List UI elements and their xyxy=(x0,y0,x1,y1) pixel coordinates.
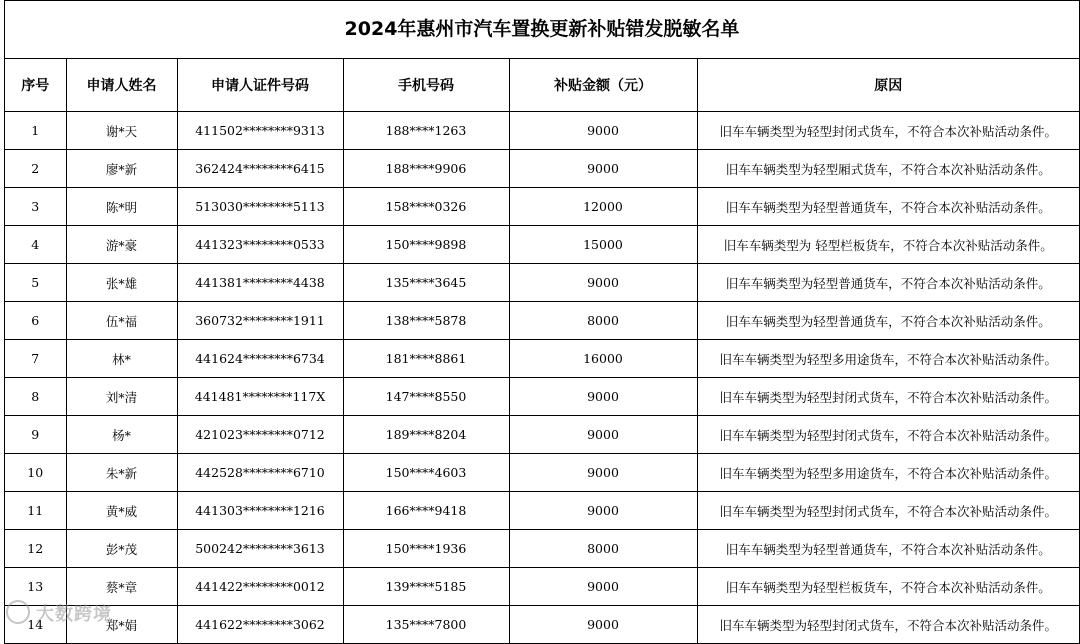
cell-index: 9 xyxy=(5,416,66,454)
cell-amount: 9000 xyxy=(509,416,697,454)
cell-phone: 181****8861 xyxy=(343,340,509,378)
cell-reason: 旧车车辆类型为轻型封闭式货车，不符合本次补贴活动条件。 xyxy=(697,378,1079,416)
cell-name: 谢*天 xyxy=(66,112,177,150)
watermark xyxy=(6,600,112,626)
cell-name: 陈*明 xyxy=(66,188,177,226)
cell-id-number: 441622********3062 xyxy=(177,606,343,644)
cell-id-number: 442528********6710 xyxy=(177,454,343,492)
cell-reason: 旧车车辆类型为 轻型栏板货车，不符合本次补贴活动条件。 xyxy=(697,226,1079,264)
cell-index: 13 xyxy=(5,568,66,606)
cell-phone: 188****1263 xyxy=(343,112,509,150)
cell-name: 伍*福 xyxy=(66,302,177,340)
cell-reason: 旧车车辆类型为轻型普通货车，不符合本次补贴活动条件。 xyxy=(697,264,1079,302)
cell-amount: 8000 xyxy=(509,302,697,340)
cell-amount: 9000 xyxy=(509,264,697,302)
cell-amount: 9000 xyxy=(509,112,697,150)
header-phone: 手机号码 xyxy=(343,59,509,112)
cell-index: 2 xyxy=(5,150,66,188)
cell-name: 林* xyxy=(66,340,177,378)
cell-reason: 旧车车辆类型为轻型多用途货车，不符合本次补贴活动条件。 xyxy=(697,340,1079,378)
cell-id-number: 441303********1216 xyxy=(177,492,343,530)
cell-name: 郑*娟 xyxy=(66,606,177,644)
cell-id-number: 441624********6734 xyxy=(177,340,343,378)
cell-reason: 旧车车辆类型为轻型厢式货车，不符合本次补贴活动条件。 xyxy=(697,150,1079,188)
cell-reason: 旧车车辆类型为轻型多用途货车，不符合本次补贴活动条件。 xyxy=(697,454,1079,492)
cell-amount: 9000 xyxy=(509,454,697,492)
table-row xyxy=(5,340,1079,378)
cell-name: 刘*清 xyxy=(66,378,177,416)
table-row xyxy=(5,264,1079,302)
cell-index: 8 xyxy=(5,378,66,416)
cell-reason: 旧车车辆类型为轻型封闭式货车，不符合本次补贴活动条件。 xyxy=(697,416,1079,454)
cell-phone: 147****8550 xyxy=(343,378,509,416)
table-header-row xyxy=(5,59,1079,112)
cell-name: 张*雄 xyxy=(66,264,177,302)
cell-phone: 166****9418 xyxy=(343,492,509,530)
cell-id-number: 360732********1911 xyxy=(177,302,343,340)
cell-amount: 9000 xyxy=(509,568,697,606)
cell-name: 杨* xyxy=(66,416,177,454)
cell-phone: 135****3645 xyxy=(343,264,509,302)
cell-name: 蔡*章 xyxy=(66,568,177,606)
table-row xyxy=(5,378,1079,416)
cell-amount: 15000 xyxy=(509,226,697,264)
table-row xyxy=(5,112,1079,150)
cell-index: 11 xyxy=(5,492,66,530)
header-amount: 补贴金额（元） xyxy=(509,59,697,112)
table-row xyxy=(5,492,1079,530)
cell-id-number: 513030********5113 xyxy=(177,188,343,226)
header-name: 申请人姓名 xyxy=(66,59,177,112)
table-row xyxy=(5,416,1079,454)
cell-phone: 135****7800 xyxy=(343,606,509,644)
cell-reason: 旧车车辆类型为轻型普通货车，不符合本次补贴活动条件。 xyxy=(697,302,1079,340)
cell-reason: 旧车车辆类型为轻型封闭式货车，不符合本次补贴活动条件。 xyxy=(697,112,1079,150)
cell-amount: 9000 xyxy=(509,150,697,188)
cell-phone: 150****1936 xyxy=(343,530,509,568)
cell-name: 游*豪 xyxy=(66,226,177,264)
header-id-number: 申请人证件号码 xyxy=(177,59,343,112)
table-row xyxy=(5,150,1079,188)
cell-name: 朱*新 xyxy=(66,454,177,492)
cell-phone: 138****5878 xyxy=(343,302,509,340)
document-title: 2024年惠州市汽车置换更新补贴错发脱敏名单 xyxy=(5,1,1079,59)
table-row xyxy=(5,568,1079,606)
cell-amount: 9000 xyxy=(509,378,697,416)
cell-reason: 旧车车辆类型为轻型普通货车，不符合本次补贴活动条件。 xyxy=(697,188,1079,226)
cell-phone: 150****4603 xyxy=(343,454,509,492)
table-row xyxy=(5,454,1079,492)
cell-amount: 12000 xyxy=(509,188,697,226)
cell-phone: 150****9898 xyxy=(343,226,509,264)
cell-phone: 189****8204 xyxy=(343,416,509,454)
cell-index: 3 xyxy=(5,188,66,226)
cell-reason: 旧车车辆类型为轻型普通货车，不符合本次补贴活动条件。 xyxy=(697,530,1079,568)
cell-amount: 9000 xyxy=(509,606,697,644)
table-row xyxy=(5,302,1079,340)
cell-index: 6 xyxy=(5,302,66,340)
cell-reason: 旧车车辆类型为轻型封闭式货车，不符合本次补贴活动条件。 xyxy=(697,606,1079,644)
cell-reason: 旧车车辆类型为轻型栏板货车，不符合本次补贴活动条件。 xyxy=(697,568,1079,606)
document-sheet xyxy=(4,0,1080,644)
cell-id-number: 441381********4438 xyxy=(177,264,343,302)
watermark-text: 大数跨境 xyxy=(36,604,112,625)
cell-index: 10 xyxy=(5,454,66,492)
cell-phone: 158****0326 xyxy=(343,188,509,226)
cell-id-number: 441323********0533 xyxy=(177,226,343,264)
cell-id-number: 411502********9313 xyxy=(177,112,343,150)
cell-name: 廖*新 xyxy=(66,150,177,188)
cell-index: 12 xyxy=(5,530,66,568)
header-reason: 原因 xyxy=(697,59,1079,112)
cell-amount: 16000 xyxy=(509,340,697,378)
table-row xyxy=(5,530,1079,568)
cell-id-number: 500242********3613 xyxy=(177,530,343,568)
table-row xyxy=(5,606,1079,644)
cell-amount: 8000 xyxy=(509,530,697,568)
cell-index: 7 xyxy=(5,340,66,378)
watermark-logo-icon xyxy=(6,600,30,624)
cell-id-number: 421023********0712 xyxy=(177,416,343,454)
cell-phone: 139****5185 xyxy=(343,568,509,606)
table-row xyxy=(5,226,1079,264)
header-index: 序号 xyxy=(5,59,66,112)
cell-amount: 9000 xyxy=(509,492,697,530)
cell-id-number: 441422********0012 xyxy=(177,568,343,606)
cell-index: 5 xyxy=(5,264,66,302)
cell-index: 1 xyxy=(5,112,66,150)
cell-id-number: 441481********117X xyxy=(177,378,343,416)
cell-index: 4 xyxy=(5,226,66,264)
cell-reason: 旧车车辆类型为轻型封闭式货车，不符合本次补贴活动条件。 xyxy=(697,492,1079,530)
cell-name: 黄*威 xyxy=(66,492,177,530)
cell-name: 彭*茂 xyxy=(66,530,177,568)
table-row xyxy=(5,188,1079,226)
cell-index: 14 xyxy=(5,606,66,644)
subsidy-table xyxy=(5,59,1079,644)
cell-id-number: 362424********6415 xyxy=(177,150,343,188)
cell-phone: 188****9906 xyxy=(343,150,509,188)
